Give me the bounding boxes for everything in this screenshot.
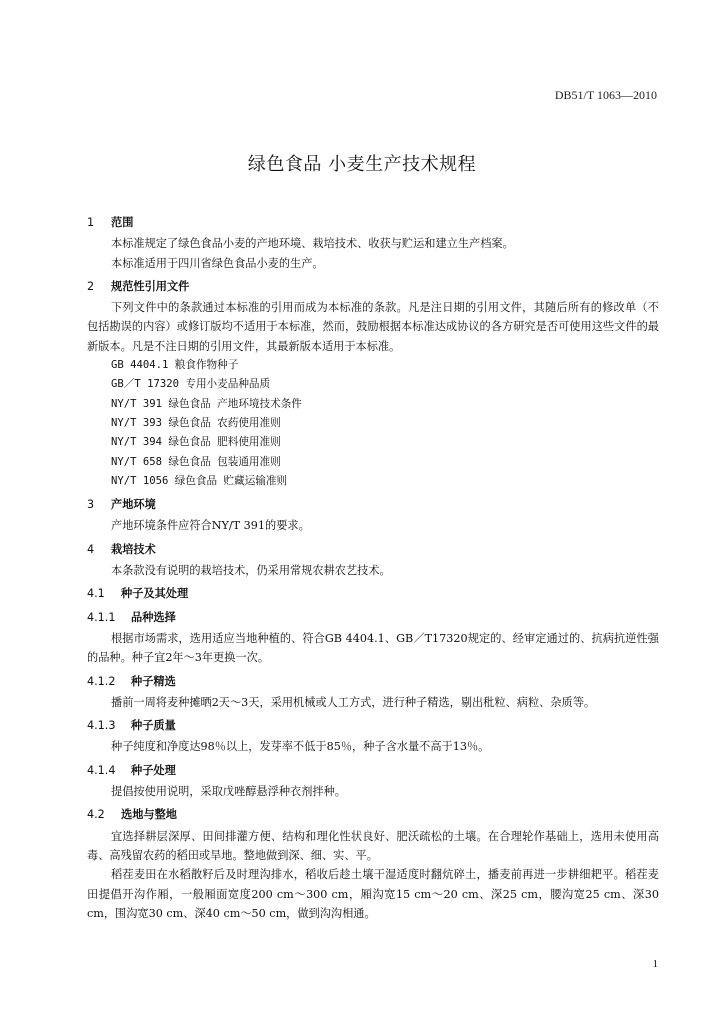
section-heading <box>87 277 659 296</box>
paragraph: 根据市场需求，选用适应当地种植的、符合GB 4404.1、GB／T17320规定的、经审定通过的、抗病抗逆性强的品种。种子宜2年～3年更换一次。 <box>87 631 659 665</box>
subsection-heading <box>87 805 659 824</box>
subsection-number: 4.2 <box>87 808 105 822</box>
section-title: 范围 <box>111 216 134 229</box>
reference-item: GB／T 17320 专用小麦品种品质 <box>111 378 271 391</box>
subsection-heading <box>87 608 659 627</box>
paragraph: 产地环境条件应符合NY/T 391的要求。 <box>111 519 310 533</box>
paragraph: 本标准规定了绿色食品小麦的产地环境、栽培技术、收获与贮运和建立生产档案。 <box>111 237 514 251</box>
section-number: 4 <box>87 542 95 556</box>
reference-item: NY/T 394 绿色食品 肥料使用准则 <box>111 436 281 449</box>
section-heading <box>87 495 659 514</box>
subsection-title: 种子质量 <box>131 719 176 733</box>
paragraph: 本条款没有说明的栽培技术，仍采用常规农耕农艺技术。 <box>111 564 391 578</box>
subsection-heading <box>87 761 659 780</box>
section-heading <box>87 213 659 232</box>
paragraph: 宜选择耕层深厚、田间排灌方便、结构和理化性状良好、肥沃疏松的土壤。在合理轮作基础上，选用未使用高毒、高残留农药的稻田或旱地。整地做到深、细、实、平。 <box>87 829 659 862</box>
reference-item: NY/T 658 绿色食品 包装通用准则 <box>111 455 281 468</box>
reference-item: NY/T 393 绿色食品 农药使用准则 <box>111 416 281 429</box>
subsection-heading <box>87 672 659 691</box>
page-number: 1 <box>652 958 658 970</box>
paragraph: 种子纯度和净度达98％以上，发芽率不低于85％，种子含水量不高于13％。 <box>111 740 490 754</box>
section-title: 栽培技术 <box>111 542 156 556</box>
subsection-title: 种子处理 <box>131 763 176 777</box>
paragraph: 提倡按使用说明，采取戊唑醇悬浮种衣剂拌种。 <box>111 785 346 799</box>
paragraph: 本标准适用于四川省绿色食品小麦的生产。 <box>111 256 324 270</box>
reference-item: NY/T 391 绿色食品 产地环境技术条件 <box>111 397 302 410</box>
document-title: 绿色食品 小麦生产技术规程 <box>247 154 477 175</box>
subsection-title: 品种选择 <box>131 610 176 624</box>
subsection-title: 种子精选 <box>131 674 176 688</box>
paragraph: 稻茬麦田在水稻散籽后及时理沟排水，稻收后趁土壤干湿适度时翻炕碎土，播麦前再进一步耕细耙平。稻茬麦田提倡开沟作厢，一般厢面宽度200 cm～300 cm，厢沟宽15 cm～20 cm、深25 cm，腰沟宽25 cm、深30 cm，围沟宽30 cm、深40 cm～50 cm，做到沟沟相通。 <box>87 868 660 920</box>
subsection-number: 4.1.2 <box>87 674 116 688</box>
reference-item: GB 4404.1 粮食作物种子 <box>111 359 239 372</box>
section-title: 规范性引用文件 <box>111 279 190 293</box>
subsection-number: 4.1.1 <box>87 610 116 624</box>
subsection-heading <box>87 584 659 603</box>
subsection-number: 4.1 <box>87 587 105 601</box>
subsection-number: 4.1.3 <box>87 719 116 733</box>
subsection-title: 种子及其处理 <box>121 587 189 601</box>
paragraph: 下列文件中的条款通过本标准的引用而成为本标准的条款。凡是注日期的引用文件，其随后所有的修改单（不包括勘误的内容）或修订版均不适用于本标准，然而，鼓励根据本标准达成协议的各方研究是否可使用这些文件的最新版本。凡是不注日期的引用文件，其最新版本适用于本标准。 <box>87 301 659 353</box>
paragraph: 播前一周将麦种摊晒2天～3天，采用机械或人工方式，进行种子精选，剔出秕粒、病粒、杂质等。 <box>111 695 596 709</box>
section-number: 2 <box>87 279 95 293</box>
reference-item: NY/T 1056 绿色食品 贮藏运输准则 <box>111 474 288 487</box>
section-heading <box>87 540 659 559</box>
subsection-number: 4.1.4 <box>87 763 116 777</box>
section-title: 产地环境 <box>111 498 156 512</box>
subsection-heading <box>87 716 659 735</box>
document-code: DB51/T 1063—2010 <box>554 88 657 102</box>
document-body <box>87 209 659 923</box>
section-number: 3 <box>87 498 95 512</box>
section-number: 1 <box>87 216 95 229</box>
subsection-title: 选地与整地 <box>121 808 177 822</box>
